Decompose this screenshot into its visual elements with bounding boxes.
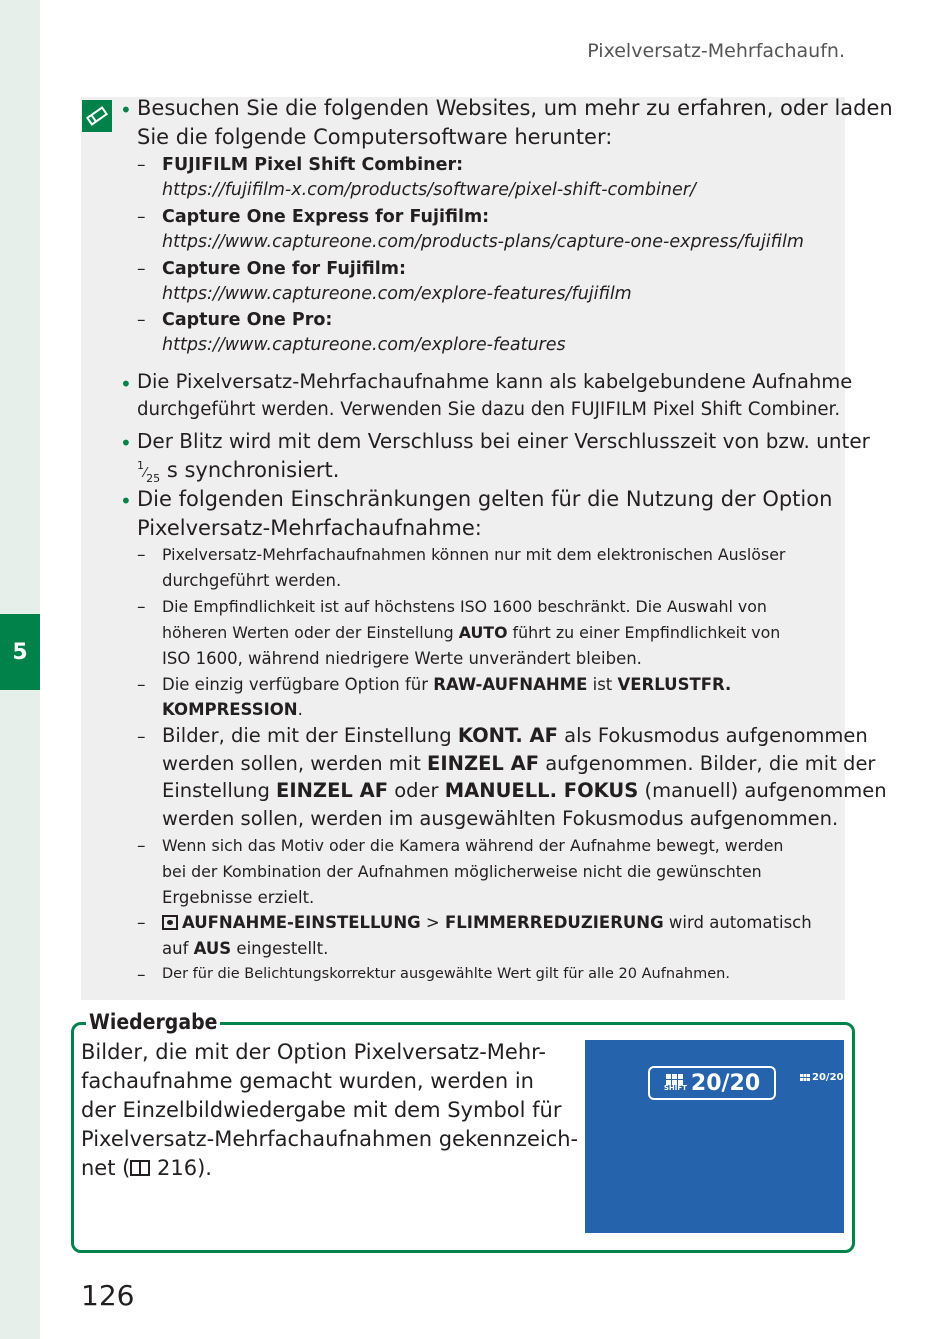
text: 216). <box>150 1156 212 1180</box>
bullet-3: • <box>120 431 132 455</box>
text-bold: AUS <box>193 939 232 958</box>
note-b1-line2: Sie die folgende Computersoftware herunter: <box>137 125 613 149</box>
text: eingestellt. <box>231 939 329 958</box>
restriction-4-line4: werden sollen, werden im ausgewählten Fokusmodus aufgenommen. <box>162 807 839 830</box>
note-b2-line1: Die Pixelversatz-Mehrfachaufnahme kann als kabelgebundene Aufnahme <box>137 370 853 393</box>
restriction-2-line2 <box>162 623 780 642</box>
restriction-6-line1 <box>162 913 812 932</box>
wiedergabe-line1: Bilder, die mit der Option Pixelversatz-Mehr- <box>81 1040 547 1064</box>
text-bold: EINZEL AF <box>427 752 540 775</box>
text-bold: MANUELL. FOKUS <box>444 779 639 802</box>
dash: – <box>137 155 146 175</box>
text: Einstellung <box>162 779 277 802</box>
text: wird automatisch <box>663 913 812 932</box>
text: höheren Werten oder der Einstellung <box>162 623 459 642</box>
dash: – <box>137 597 146 617</box>
dash: – <box>137 836 146 856</box>
text: aufgenommen. Bilder, die mit der <box>539 752 876 775</box>
note-b4-line2: Pixelversatz-Mehrfachaufnahme: <box>137 516 482 540</box>
pixel-shift-badge <box>648 1066 776 1100</box>
note-b4-line1: Die folgenden Einschränkungen gelten für die Nutzung der Option <box>137 487 833 511</box>
fraction-denominator: 25 <box>146 472 161 486</box>
wiedergabe-line3: der Einzelbildwiedergabe mit dem Symbol für <box>81 1098 562 1122</box>
site-url-3[interactable]: https://www.captureone.com/explore-features/fujifilm <box>162 284 632 304</box>
text-bold: KONT. AF <box>457 724 558 747</box>
restriction-2-line3: ISO 1600, während niedrigere Werte unverändert bleiben. <box>162 649 642 668</box>
bullet-4: • <box>120 489 132 513</box>
restriction-3-line1 <box>162 675 731 694</box>
text: (manuell) aufgenommen <box>638 779 887 802</box>
note-b3-line2-rest: s synchronisiert. <box>166 458 340 482</box>
bullet-2: • <box>120 372 132 396</box>
dash: – <box>137 675 146 695</box>
note-b3-line2: $^1⁄_{25}$ s synchronisiert. <box>137 458 340 486</box>
text-bold: FLIMMERREDUZIERUNG <box>445 913 664 932</box>
shift-counter: 20/20 <box>690 1070 761 1096</box>
note-b1-line1: Besuchen Sie die folgenden Websites, um mehr zu erfahren, oder laden <box>137 96 893 120</box>
dash: – <box>137 727 146 747</box>
note-b2-line2: durchgeführt werden. Verwenden Sie dazu den FUJIFILM Pixel Shift Combiner. <box>137 399 841 420</box>
restriction-5-line2: bei der Kombination der Aufnahmen möglicherweise nicht die gewünschten <box>162 862 762 881</box>
shift-label: SHIFT <box>663 1084 687 1092</box>
text: > <box>420 913 446 932</box>
text: führt zu einer Empfindlichkeit von <box>507 623 781 642</box>
dash: – <box>137 545 146 565</box>
restriction-5-line1: Wenn sich das Motiv oder die Kamera während der Aufnahme bewegt, werden <box>162 836 784 855</box>
wiedergabe-line4: Pixelversatz-Mehrfachaufnahmen gekennzeich- <box>81 1127 579 1151</box>
chapter-tab[interactable]: 5 <box>0 614 40 690</box>
text-bold: AUTO <box>458 623 508 642</box>
text-bold: AUFNAHME-EINSTELLUNG <box>182 913 421 932</box>
restriction-1-line2: durchgeführt werden. <box>162 571 342 590</box>
restriction-2-line1: Die Empfindlichkeit ist auf höchstens ISO 1600 beschränkt. Die Auswahl von <box>162 597 767 616</box>
text: als Fokusmodus aufgenommen <box>557 724 868 747</box>
dash: – <box>137 310 146 330</box>
dash: – <box>137 913 146 933</box>
restriction-4-line3 <box>162 779 887 802</box>
text: oder <box>388 779 445 802</box>
dash: – <box>137 207 146 227</box>
restriction-4-line2 <box>162 752 875 775</box>
text-bold: EINZEL AF <box>276 779 389 802</box>
text-bold: RAW-AUFNAHME <box>433 675 588 694</box>
site-name-4: Capture One Pro: <box>162 310 333 330</box>
text: auf <box>162 939 194 958</box>
text: Die einzig verfügbare Option für <box>162 675 434 694</box>
text: . <box>297 700 303 719</box>
text: ist <box>587 675 618 694</box>
text-bold: KOMPRESSION <box>162 700 298 719</box>
pixel-shift-icon <box>664 1074 687 1092</box>
restriction-6-line2 <box>162 939 328 958</box>
note-b3-line1: Der Blitz wird mit dem Verschluss bei einer Verschlusszeit von bzw. unter <box>137 429 870 453</box>
restriction-7-line1: Der für die Belichtungskorrektur ausgewählte Wert gilt für alle 20 Aufnahmen. <box>162 966 730 982</box>
wiedergabe-line5 <box>81 1156 212 1180</box>
pixel-shift-mini <box>800 1072 843 1083</box>
restriction-5-line3: Ergebnisse erzielt. <box>162 888 315 907</box>
restriction-4-line1 <box>162 724 868 747</box>
restriction-1-line1: Pixelversatz-Mehrfachaufnahmen können nur mit dem elektronischen Auslöser <box>162 545 786 564</box>
pixel-shift-mini-icon <box>800 1074 810 1082</box>
running-head: Pixelversatz-Mehrfachaufn. <box>587 40 845 62</box>
restriction-3-line2 <box>162 700 303 719</box>
bullet-1: • <box>120 98 132 122</box>
book-reference-icon <box>130 1160 150 1176</box>
camera-shooting-icon <box>162 915 178 930</box>
wiedergabe-title: Wiedergabe <box>86 1010 220 1034</box>
note-pencil-icon <box>82 100 112 132</box>
wiedergabe-line2: fachaufnahme gemacht wurden, werden in <box>81 1069 534 1093</box>
shift-mini-counter: 20/20 <box>812 1072 844 1083</box>
fraction-numerator: 1 <box>137 459 144 472</box>
site-name-2: Capture One Express for Fujifilm: <box>162 207 490 227</box>
text: werden sollen, werden mit <box>162 752 428 775</box>
text-bold: VERLUSTFR. <box>617 675 732 694</box>
site-url-4[interactable]: https://www.captureone.com/explore-features <box>162 335 566 355</box>
site-name-1: FUJIFILM Pixel Shift Combiner: <box>162 155 464 175</box>
site-name-3: Capture One for Fujifilm: <box>162 259 406 279</box>
dash: – <box>137 965 146 985</box>
text: Bilder, die mit der Einstellung <box>162 724 458 747</box>
text: net ( <box>81 1156 131 1180</box>
site-url-1[interactable]: https://fujifilm-x.com/products/software/pixel-shift-combiner/ <box>162 180 696 200</box>
dash: – <box>137 259 146 279</box>
page-number: 126 <box>81 1279 135 1312</box>
site-url-2[interactable]: https://www.captureone.com/products-plans/capture-one-express/fujifilm <box>162 232 804 252</box>
